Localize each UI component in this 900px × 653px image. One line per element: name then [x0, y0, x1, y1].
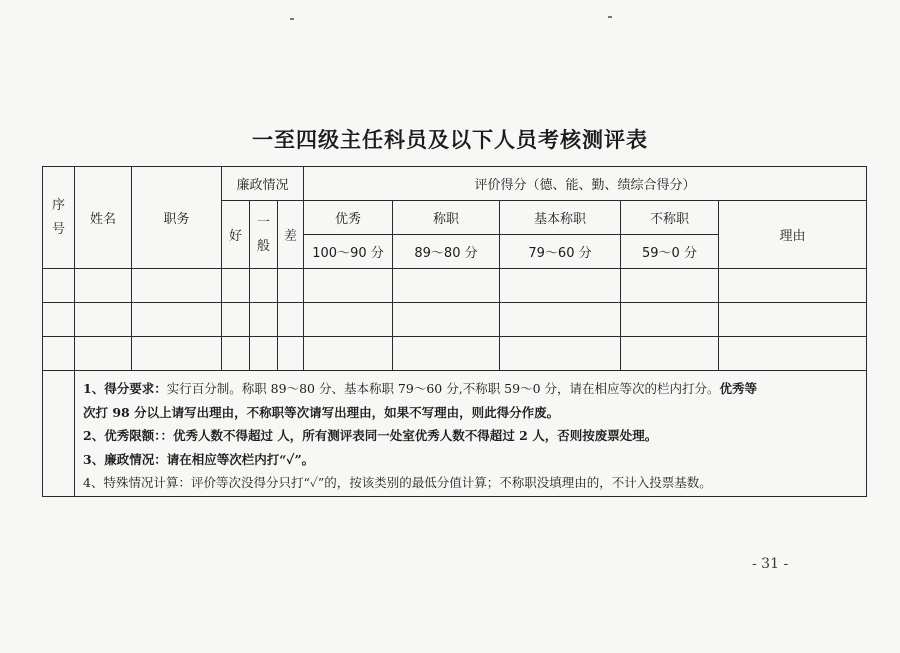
- position-cell[interactable]: [132, 303, 222, 337]
- integrity-poor-cell[interactable]: [278, 303, 304, 337]
- note-1: 1、得分要求：实行百分制。称职 89～80 分、基本称职 79～60 分,不称职 59～0 分，请在相应等次的栏内打分。优秀等: [83, 381, 758, 396]
- table-row: [43, 337, 867, 371]
- seq-cell[interactable]: [43, 303, 75, 337]
- integrity-good-cell[interactable]: [222, 269, 250, 303]
- notes-margin-cell: [43, 371, 75, 497]
- integrity-good-cell[interactable]: [222, 303, 250, 337]
- position-cell[interactable]: [132, 337, 222, 371]
- note-4: 4、特殊情况计算：评价等次没得分只打“✓”的，按该类别的最低分值计算；不称职没填理由的，不计入投票基数。: [83, 475, 712, 490]
- name-cell[interactable]: [75, 269, 132, 303]
- table-row: [43, 303, 867, 337]
- basic-competent-cell[interactable]: [500, 269, 621, 303]
- integrity-average-cell[interactable]: [250, 337, 278, 371]
- seq-cell[interactable]: [43, 337, 75, 371]
- position-cell[interactable]: [132, 269, 222, 303]
- basic-competent-range: 79～60 分: [500, 235, 621, 269]
- name-cell[interactable]: [75, 337, 132, 371]
- note-1-continued: 次打 98 分以上请写出理由，不称职等次请写出理由，如果不写理由，则此得分作废。: [83, 404, 560, 420]
- incompetent-cell[interactable]: [621, 269, 719, 303]
- scan-speck: [290, 18, 294, 20]
- integrity-good-cell[interactable]: [222, 337, 250, 371]
- seq-cell[interactable]: [43, 269, 75, 303]
- integrity-poor-cell[interactable]: [278, 269, 304, 303]
- notes-cell: [75, 371, 867, 497]
- header-integrity-average: 一 般: [250, 201, 278, 269]
- incompetent-cell[interactable]: [621, 337, 719, 371]
- integrity-poor-cell[interactable]: [278, 337, 304, 371]
- header-evaluation: 评价得分（德、能、勤、绩综合得分）: [304, 167, 867, 201]
- page-number: - 31 -: [752, 556, 789, 572]
- reason-cell[interactable]: [719, 337, 867, 371]
- name-cell[interactable]: [75, 303, 132, 337]
- basic-competent-cell[interactable]: [500, 337, 621, 371]
- competent-cell[interactable]: [393, 337, 500, 371]
- competent-range: 89～80 分: [393, 235, 500, 269]
- excellent-range: 100～90 分: [304, 235, 393, 269]
- header-position: 职务: [132, 167, 222, 269]
- header-integrity: 廉政情况: [222, 167, 304, 201]
- evaluation-table: [42, 166, 867, 497]
- table-row: [43, 269, 867, 303]
- form-title: 一至四级主任科员及以下人员考核测评表: [252, 127, 648, 152]
- scan-speck: [608, 16, 612, 18]
- header-seq: 序 号: [43, 167, 75, 269]
- header-basic-competent: 基本称职: [500, 201, 621, 235]
- excellent-cell[interactable]: [304, 337, 393, 371]
- header-competent: 称职: [393, 201, 500, 235]
- competent-cell[interactable]: [393, 269, 500, 303]
- header-reason: 理由: [719, 201, 867, 269]
- header-integrity-poor: 差: [278, 201, 304, 269]
- excellent-cell[interactable]: [304, 269, 393, 303]
- reason-cell[interactable]: [719, 269, 867, 303]
- header-integrity-good: 好: [222, 201, 250, 269]
- header-incompetent: 不称职: [621, 201, 719, 235]
- excellent-cell[interactable]: [304, 303, 393, 337]
- basic-competent-cell[interactable]: [500, 303, 621, 337]
- incompetent-range: 59～0 分: [621, 235, 719, 269]
- incompetent-cell[interactable]: [621, 303, 719, 337]
- note-3: 3、廉政情况：请在相应等次栏内打“✓”。: [83, 451, 315, 467]
- integrity-average-cell[interactable]: [250, 303, 278, 337]
- header-excellent: 优秀: [304, 201, 393, 235]
- note-2: 2、优秀限额：：优秀人数不得超过 人，所有测评表同一处室优秀人数不得超过 2 人，否则按废票处理。: [83, 428, 658, 443]
- header-name: 姓名: [75, 167, 132, 269]
- reason-cell[interactable]: [719, 303, 867, 337]
- integrity-average-cell[interactable]: [250, 269, 278, 303]
- competent-cell[interactable]: [393, 303, 500, 337]
